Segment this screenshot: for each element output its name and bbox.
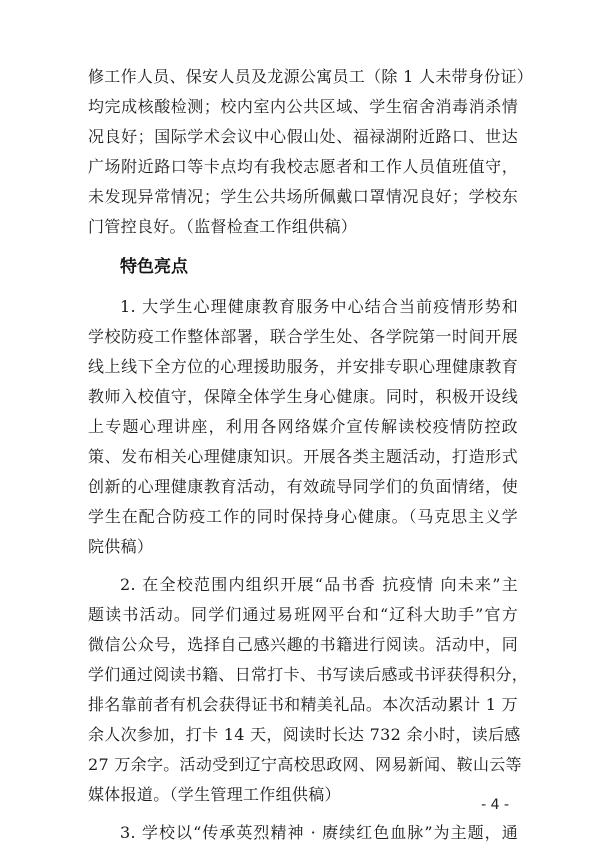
text-line: 线上线下全方位的心理援助服务，并安排专职心理健康教育 [88,357,518,376]
text-line: 学们通过阅读书籍、日常打卡、书写读后感或书评获得积分， [88,665,529,684]
text-line: 27 万余字。活动受到辽宁高校思政网、网易新闻、鞍山云等 [88,755,522,774]
item-2-paragraph [88,570,529,810]
text-line: 院供稿） [88,537,154,556]
text-line: 排名靠前者有机会获得证书和精美礼品。本次活动累计 1 万 [88,695,518,714]
item-3-paragraph [88,818,518,848]
document-body [88,62,534,848]
text-line: 3. 学校以“传承英烈精神 · 赓续红色血脉”为主题，通 [120,823,518,842]
text-line: 况良好；国际学术会议中心假山处、福禄湖附近路口、世达 [88,127,518,146]
paragraph-gap [88,810,518,818]
text-line: 微信公众号，选择自己感兴趣的书籍进行阅读。活动中，同 [88,635,518,654]
text-line: 1. 大学生心理健康教育服务中心结合当前疫情形势和 [120,297,518,316]
text-line: 2. 在全校范围内组织开展“品书香 抗疫情 向未来”主 [120,575,518,594]
text-line: 余人次参加，打卡 14 天，阅读时长达 732 余小时，读后感 [88,725,521,744]
text-line: 创新的心理健康教育活动，有效疏导同学们的负面情绪，使 [88,477,518,496]
text-line: 修工作人员、保安人员及龙源公寓员工（除 1 人未带身份证） [88,67,534,86]
text-line: 均完成核酸检测；校内室内公共区域、学生宿舍消毒消杀情 [88,97,518,116]
text-line: 题读书活动。同学们通过易班网平台和“辽科大助手”官方 [88,605,518,624]
page-number: - 4 - [481,797,509,813]
text-line: 上专题心理讲座，利用各网络媒介宣传解读校疫情防控政 [88,417,518,436]
text-line: 广场附近路口等卡点均有我校志愿者和工作人员值班值守， [88,157,518,176]
text-line: 媒体报道。（学生管理工作组供稿） [88,785,341,804]
text-line: 策、发布相关心理健康知识。开展各类主题活动，打造形式 [88,447,518,466]
text-line: 教师入校值守，保障全体学生身心健康。同时，积极开设线 [88,387,518,406]
text-line: 未发现异常情况；学生公共场所佩戴口罩情况良好；学校东 [88,187,518,206]
text-line: 门管控良好。（监督检查工作组供稿） [88,217,358,236]
text-line: 学校防疫工作整体部署，联合学生处、各学院第一时间开展 [88,327,518,346]
item-1-paragraph [88,292,518,562]
paragraph-gap [88,562,518,570]
text-line: 学生在配合防疫工作的同时保持身心健康。（马克思主义学 [88,507,518,526]
intro-paragraph [88,62,534,242]
section-heading: 特色亮点 [120,257,188,277]
